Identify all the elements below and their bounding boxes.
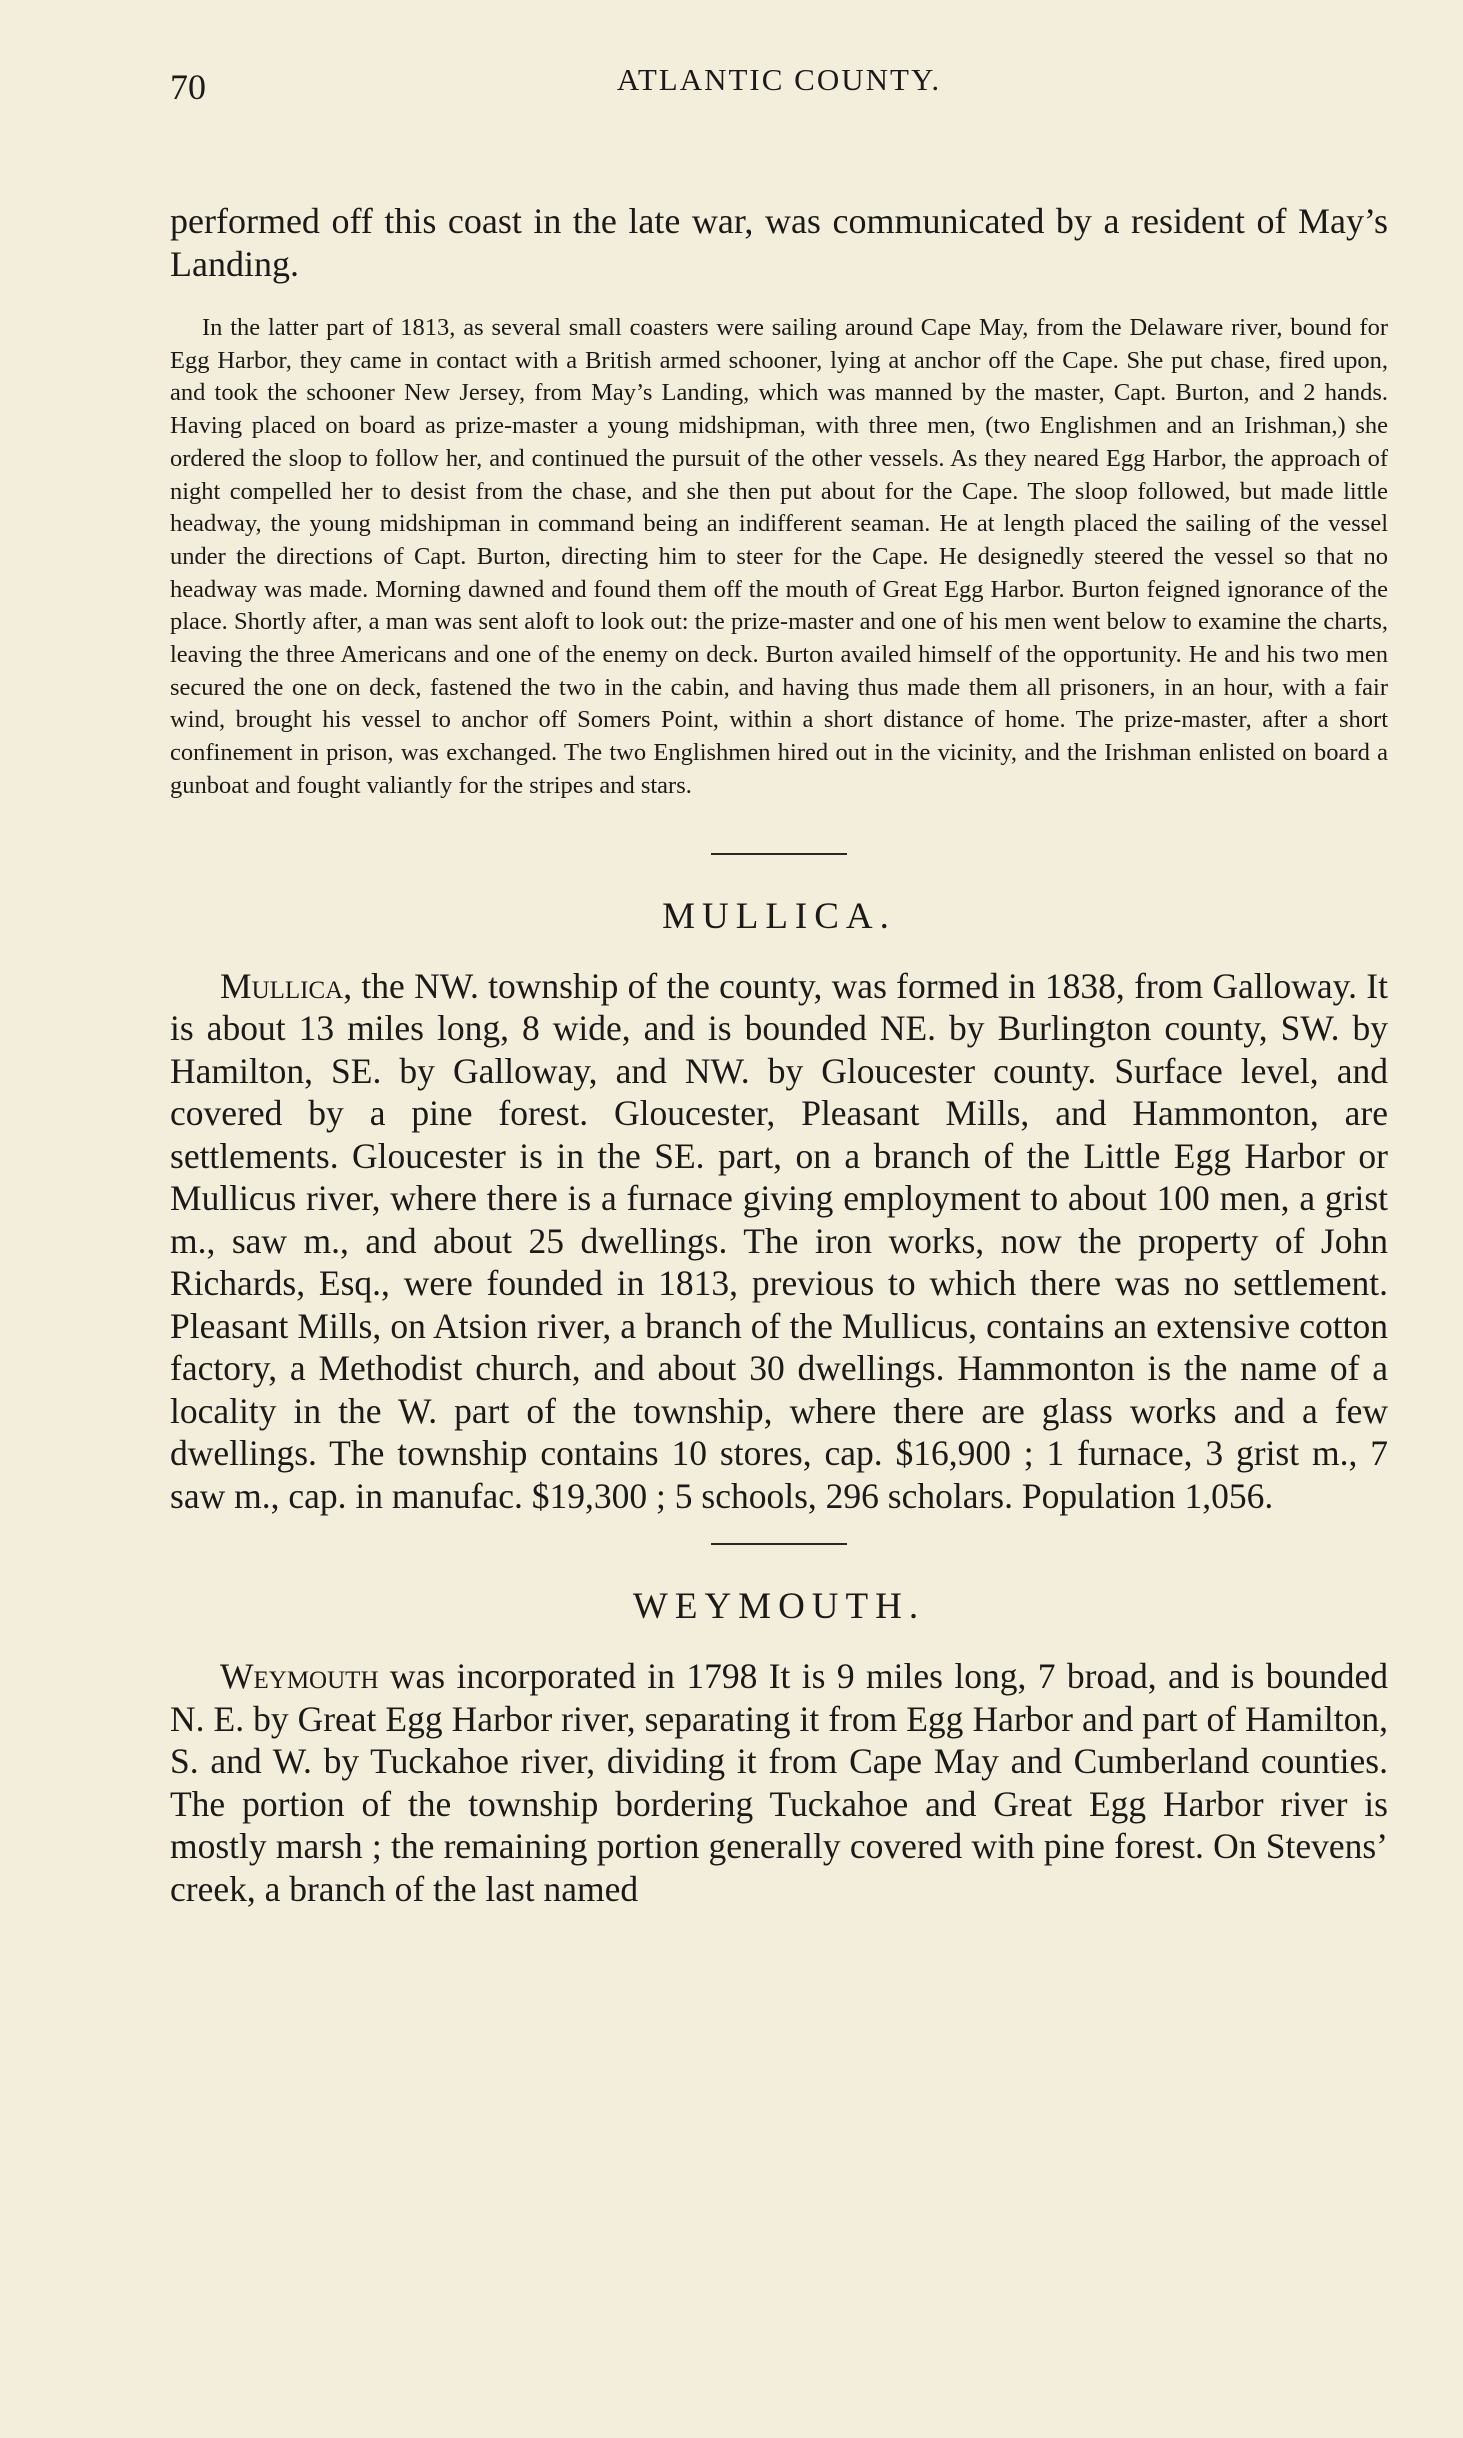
section-heading-weymouth: WEYMOUTH.: [632, 1586, 926, 1628]
continuation-paragraph: performed off this coast in the late war, was communicated by a resident of May’s Landing.: [170, 201, 1388, 284]
mullica-text: the NW. township of the county, was formed in 1838, from Galloway. It is about 13 miles long, 8 wide, and is bounded NE. by Burlington county, SW. by Hamilton, SE. by Galloway, and NW. by Gloucester county. Surface level, and covered by a pine forest. Gloucester, Pleasant Mills, and Hammonton, are settlements. Gloucester is in the SE. part, on a branch of the Little Egg Harbor or Mullicus river, where there is a furnace giving employment to about 100 men, a grist m., saw m., and about 25 dwellings. The iron works, now the property of John Richards, Esq., were founded in 1813, previous to which there was no settlement. Pleasant Mills, on Atsion river, a branch of the Mullicus, contains an extensive cotton factory, a Methodist church, and about 30 dwellings. Hammonton is the name of a locality in the W. part of the township, where there are glass works and a few dwellings. The township contains 10 stores, cap. $16,900 ; 1 furnace, 3 grist m., 7 saw m., cap. in manufac. $19,300 ; 5 schools, 296 scholars. Population 1,056.: [170, 965, 1388, 1516]
running-head: [170, 58, 1388, 118]
mullica-lead-word: Mullica,: [220, 965, 353, 1006]
weymouth-paragraph: [170, 1655, 1388, 1910]
section-divider: [711, 853, 847, 855]
weymouth-text: was incorporated in 1798 It is 9 miles long, 7 broad, and is bounded N. E. by Great Egg Harbor river, separating it from Egg Harbor and part of Hamilton, S. and W. by Tuckahoe river, dividing it from Cape May and Cumberland counties. The portion of the township bordering Tuckahoe and Great Egg Harbor river is mostly marsh ; the remaining portion generally covered with pine forest. On Stevens’ creek, a branch of the last named: [170, 1656, 1388, 1909]
weymouth-lead-word: Weymouth: [220, 1656, 379, 1697]
mullica-paragraph: [170, 965, 1388, 1518]
section-divider: [711, 1543, 847, 1545]
anecdote-paragraph: In the latter part of 1813, as several small coasters were sailing around Cape May, from the Delaware river, bound for Egg Harbor, they came in contact with a British armed schooner, lying at anchor off the Cape. She put chase, fired upon, and took the schooner New Jersey, from May’s Landing, which was manned by the master, Capt. Burton, and 2 hands. Having placed on board as prize-master a young midshipman, with three men, (two Englishmen and an Irishman,) she ordered the sloop to follow her, and continued the pursuit of the other vessels. As they neared Egg Harbor, the approach of night compelled her to desist from the chase, and she then put about for the Cape. The sloop followed, but made little headway, the young midshipman in command being an indifferent seaman. He at length placed the sailing of the vessel under the directions of Capt. Burton, directing him to steer for the Cape. He designedly steered the vessel so that no headway was made. Morning dawned and found them off the mouth of Great Egg Harbor. Burton feigned ignorance of the place. Shortly after, a man was sent aloft to look out: the prize-master and one of his men went below to examine the charts, leaving the three Americans and one of the enemy on deck. Burton availed himself of the opportunity. He and his two men secured the one on deck, fastened the two in the cabin, and having thus made them all prisoners, in an hour, with a fair wind, brought his vessel to anchor off Somers Point, within a short distance of home. The prize-master, after a short confinement in prison, was exchanged. The two Englishmen hired out in the vicinity, and the Irishman enlisted on board a gunboat and fought valiantly for the stripes and stars.: [170, 314, 1388, 799]
book-page: [170, 58, 1388, 1910]
running-title: ATLANTIC COUNTY.: [616, 62, 942, 97]
section-heading-mullica: MULLICA.: [662, 895, 896, 937]
page-number: 70: [170, 67, 206, 107]
